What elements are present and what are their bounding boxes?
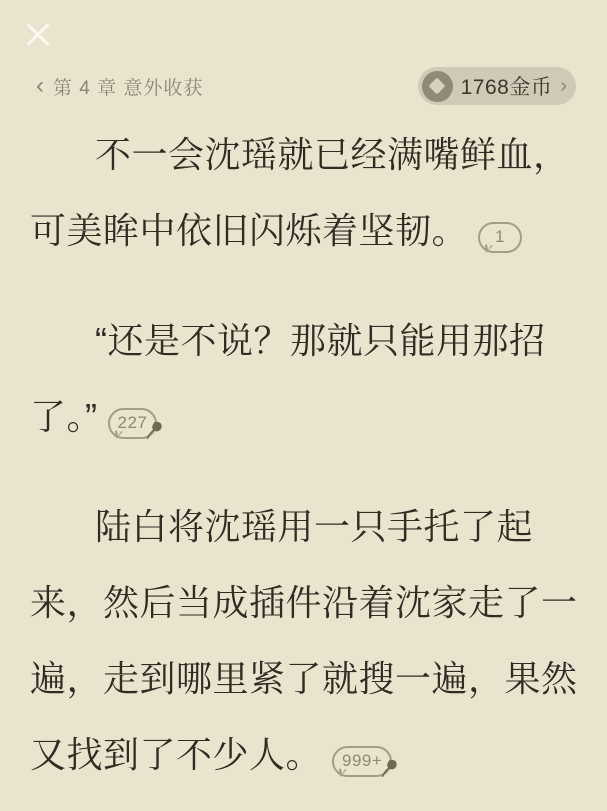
close-icon: [24, 21, 52, 49]
paragraph: [30, 117, 579, 269]
paragraph: [30, 303, 579, 455]
paragraph: [30, 489, 579, 793]
paragraph-text: 不一会沈瑶就已经满嘴鲜血，: [95, 134, 570, 175]
paragraph-line: [30, 717, 579, 793]
paragraph-line: [30, 379, 579, 455]
paragraph-line: [30, 193, 579, 269]
comment-count: 227: [117, 413, 148, 433]
comment-count-bubble[interactable]: [332, 746, 392, 777]
paragraph-line: [30, 565, 579, 641]
paragraph-text: “还是不说？那就只能用那招: [95, 320, 546, 361]
paragraph-text: 了。”: [30, 396, 98, 437]
paragraph-text: 陆白将沈瑶用一只手托了起: [95, 506, 534, 547]
chevron-left-icon: ‹: [36, 72, 44, 99]
comment-count-bubble[interactable]: [478, 222, 522, 253]
close-button[interactable]: [16, 13, 60, 57]
paragraph-line: [30, 641, 579, 717]
coin-icon: [422, 71, 453, 102]
comment-count-bubble[interactable]: [108, 408, 158, 439]
paragraph-text: 可美眸中依旧闪烁着坚韧。: [30, 210, 469, 251]
paragraph-text: 来，然后当成插件沿着沈家走了一: [30, 582, 578, 623]
chapter-title: 第 4 章 意外收获: [53, 77, 204, 99]
paragraph-line: [30, 489, 579, 565]
comment-count: 999+: [342, 751, 383, 771]
paragraph-text: 又找到了不少人。: [30, 734, 323, 775]
coins-balance-button[interactable]: [418, 67, 576, 105]
paragraph-text: 遍，走到哪里紧了就搜一遍，果然: [30, 658, 578, 699]
chevron-right-icon: ›: [560, 75, 567, 97]
chapter-header: [0, 66, 607, 106]
coins-balance-label: 1768金币: [460, 76, 553, 99]
comment-count: 1: [495, 227, 505, 247]
paragraph-line: [30, 303, 579, 379]
reader-content: [30, 117, 579, 793]
paragraph-line: [30, 117, 579, 193]
chapter-nav-button[interactable]: [36, 73, 203, 100]
